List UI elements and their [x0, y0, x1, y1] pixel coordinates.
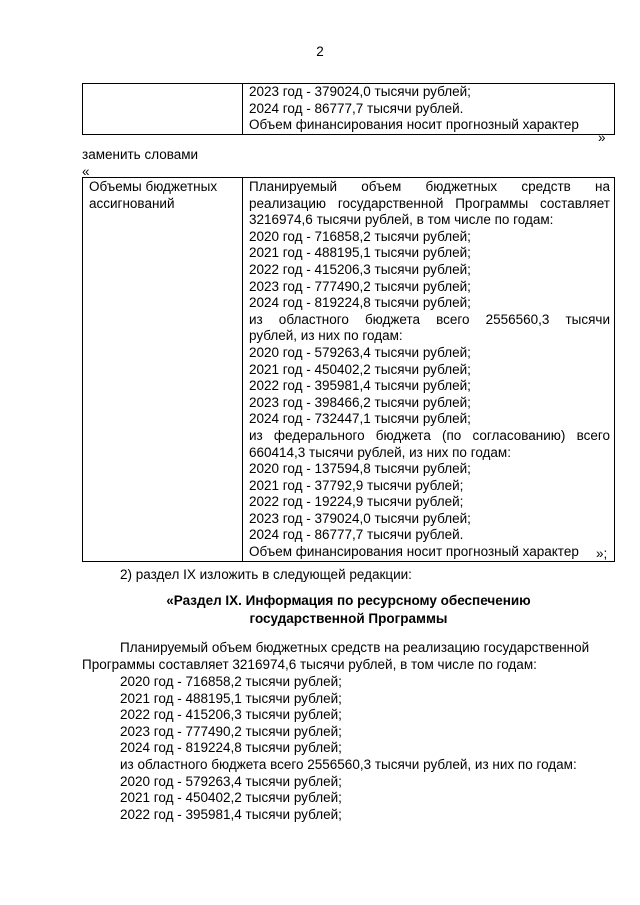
top-line-2023: 2023 год - 379024,0 тысячи рублей; — [249, 84, 471, 99]
year-2020: 2020 год - 716858,2 тысячи рублей; — [120, 674, 342, 689]
budget-line: 2024 год - 86777,7 тысячи рублей. — [249, 527, 464, 543]
budget-line: 2022 год - 415206,3 тысячи рублей; — [249, 261, 471, 277]
year-2022: 2022 год - 415206,3 тысячи рублей; — [120, 707, 342, 723]
regional-year-2022: 2022 год - 395981,4 тысячи рублей; — [120, 806, 342, 822]
year-2024: 2024 год - 819224,8 тысячи рублей; — [120, 740, 342, 756]
budget-line: 2023 год - 777490,2 тысячи рублей; — [249, 278, 471, 294]
section-title-line-2: государственной Программы — [249, 611, 448, 626]
budget-line: реализацию государственной Программы составляет — [249, 195, 610, 211]
closing-quote-semicolon: »; — [596, 546, 608, 561]
section-title — [82, 592, 615, 628]
budget-line: 2022 год - 19224,9 тысячи рублей; — [249, 494, 464, 510]
budget-line: 2020 год - 137594,8 тысячи рублей; — [249, 461, 471, 477]
regional-year-2020: 2020 год - 579263,4 тысячи рублей; — [120, 773, 342, 789]
top-table-right-cell — [243, 84, 615, 135]
label-line-1: Объемы бюджетных — [89, 179, 218, 194]
budget-line: 660414,3 тысячи рублей, из них по годам: — [249, 444, 511, 460]
budget-line: из областного бюджета всего 2556560,3 тысячи — [249, 311, 610, 327]
closing-quote: » — [598, 130, 606, 145]
budget-line: 2021 год - 37792,9 тысячи рублей; — [249, 477, 464, 493]
top-table-left-cell — [83, 84, 243, 135]
para1-line-2: Программы составляет 3216974,6 тысячи рублей, в том числе по годам: — [82, 657, 537, 672]
opening-quote: « — [82, 164, 90, 179]
top-line-2024: 2024 год - 86777,7 тысячи рублей. — [249, 100, 464, 116]
budget-line: 3216974,6 тысячи рублей, в том числе по годам: — [249, 212, 554, 228]
budget-line: 2022 год - 395981,4 тысячи рублей; — [249, 378, 471, 394]
top-table — [82, 83, 615, 135]
budget-table — [82, 177, 615, 562]
top-line-note: Объем финансирования носит прогнозный характер — [249, 117, 579, 133]
page-number: 2 — [316, 44, 324, 59]
section-title-line-1: «Раздел IX. Информация по ресурсному обеспечению — [166, 593, 531, 608]
years-list-1 — [120, 674, 577, 823]
budget-line: 2020 год - 579263,4 тысячи рублей; — [249, 344, 471, 360]
budget-line: Объем финансирования носит прогнозный характер — [249, 544, 579, 560]
item-2-text: 2) раздел IX изложить в следующей редакции: — [120, 567, 412, 582]
budget-line: 2021 год - 450402,2 тысячи рублей; — [249, 361, 471, 377]
year-2021: 2021 год - 488195,1 тысячи рублей; — [120, 690, 342, 706]
budget-line: 2020 год - 716858,2 тысячи рублей; — [249, 228, 471, 244]
regional-year-2021: 2021 год - 450402,2 тысячи рублей; — [120, 790, 342, 806]
year-2023: 2023 год - 777490,2 тысячи рублей; — [120, 723, 342, 739]
budget-line: 2021 год - 488195,1 тысячи рублей; — [249, 245, 471, 261]
budget-line: Планируемый объем бюджетных средств на — [249, 179, 610, 194]
regional-budget-text: из областного бюджета всего 2556560,3 тысячи рублей, из них по годам: — [120, 756, 577, 772]
budget-line: 2024 год - 819224,8 тысячи рублей; — [249, 295, 471, 311]
budget-line: 2023 год - 398466,2 тысячи рублей; — [249, 394, 471, 410]
budget-line: из федерального бюджета (по согласованию) всего — [249, 427, 610, 443]
budget-values-cell — [243, 178, 615, 562]
budget-line: 2024 год - 732447,1 тысячи рублей; — [249, 411, 471, 427]
budget-line: рублей, из них по годам: — [249, 328, 403, 344]
budget-label-cell — [83, 178, 243, 562]
budget-line: 2023 год - 379024,0 тысячи рублей; — [249, 510, 471, 526]
para1-line-1: Планируемый объем бюджетных средств на реализацию государственной — [120, 640, 590, 655]
label-line-2: ассигнований — [89, 195, 175, 211]
replace-with-text: заменить словами — [82, 147, 199, 162]
